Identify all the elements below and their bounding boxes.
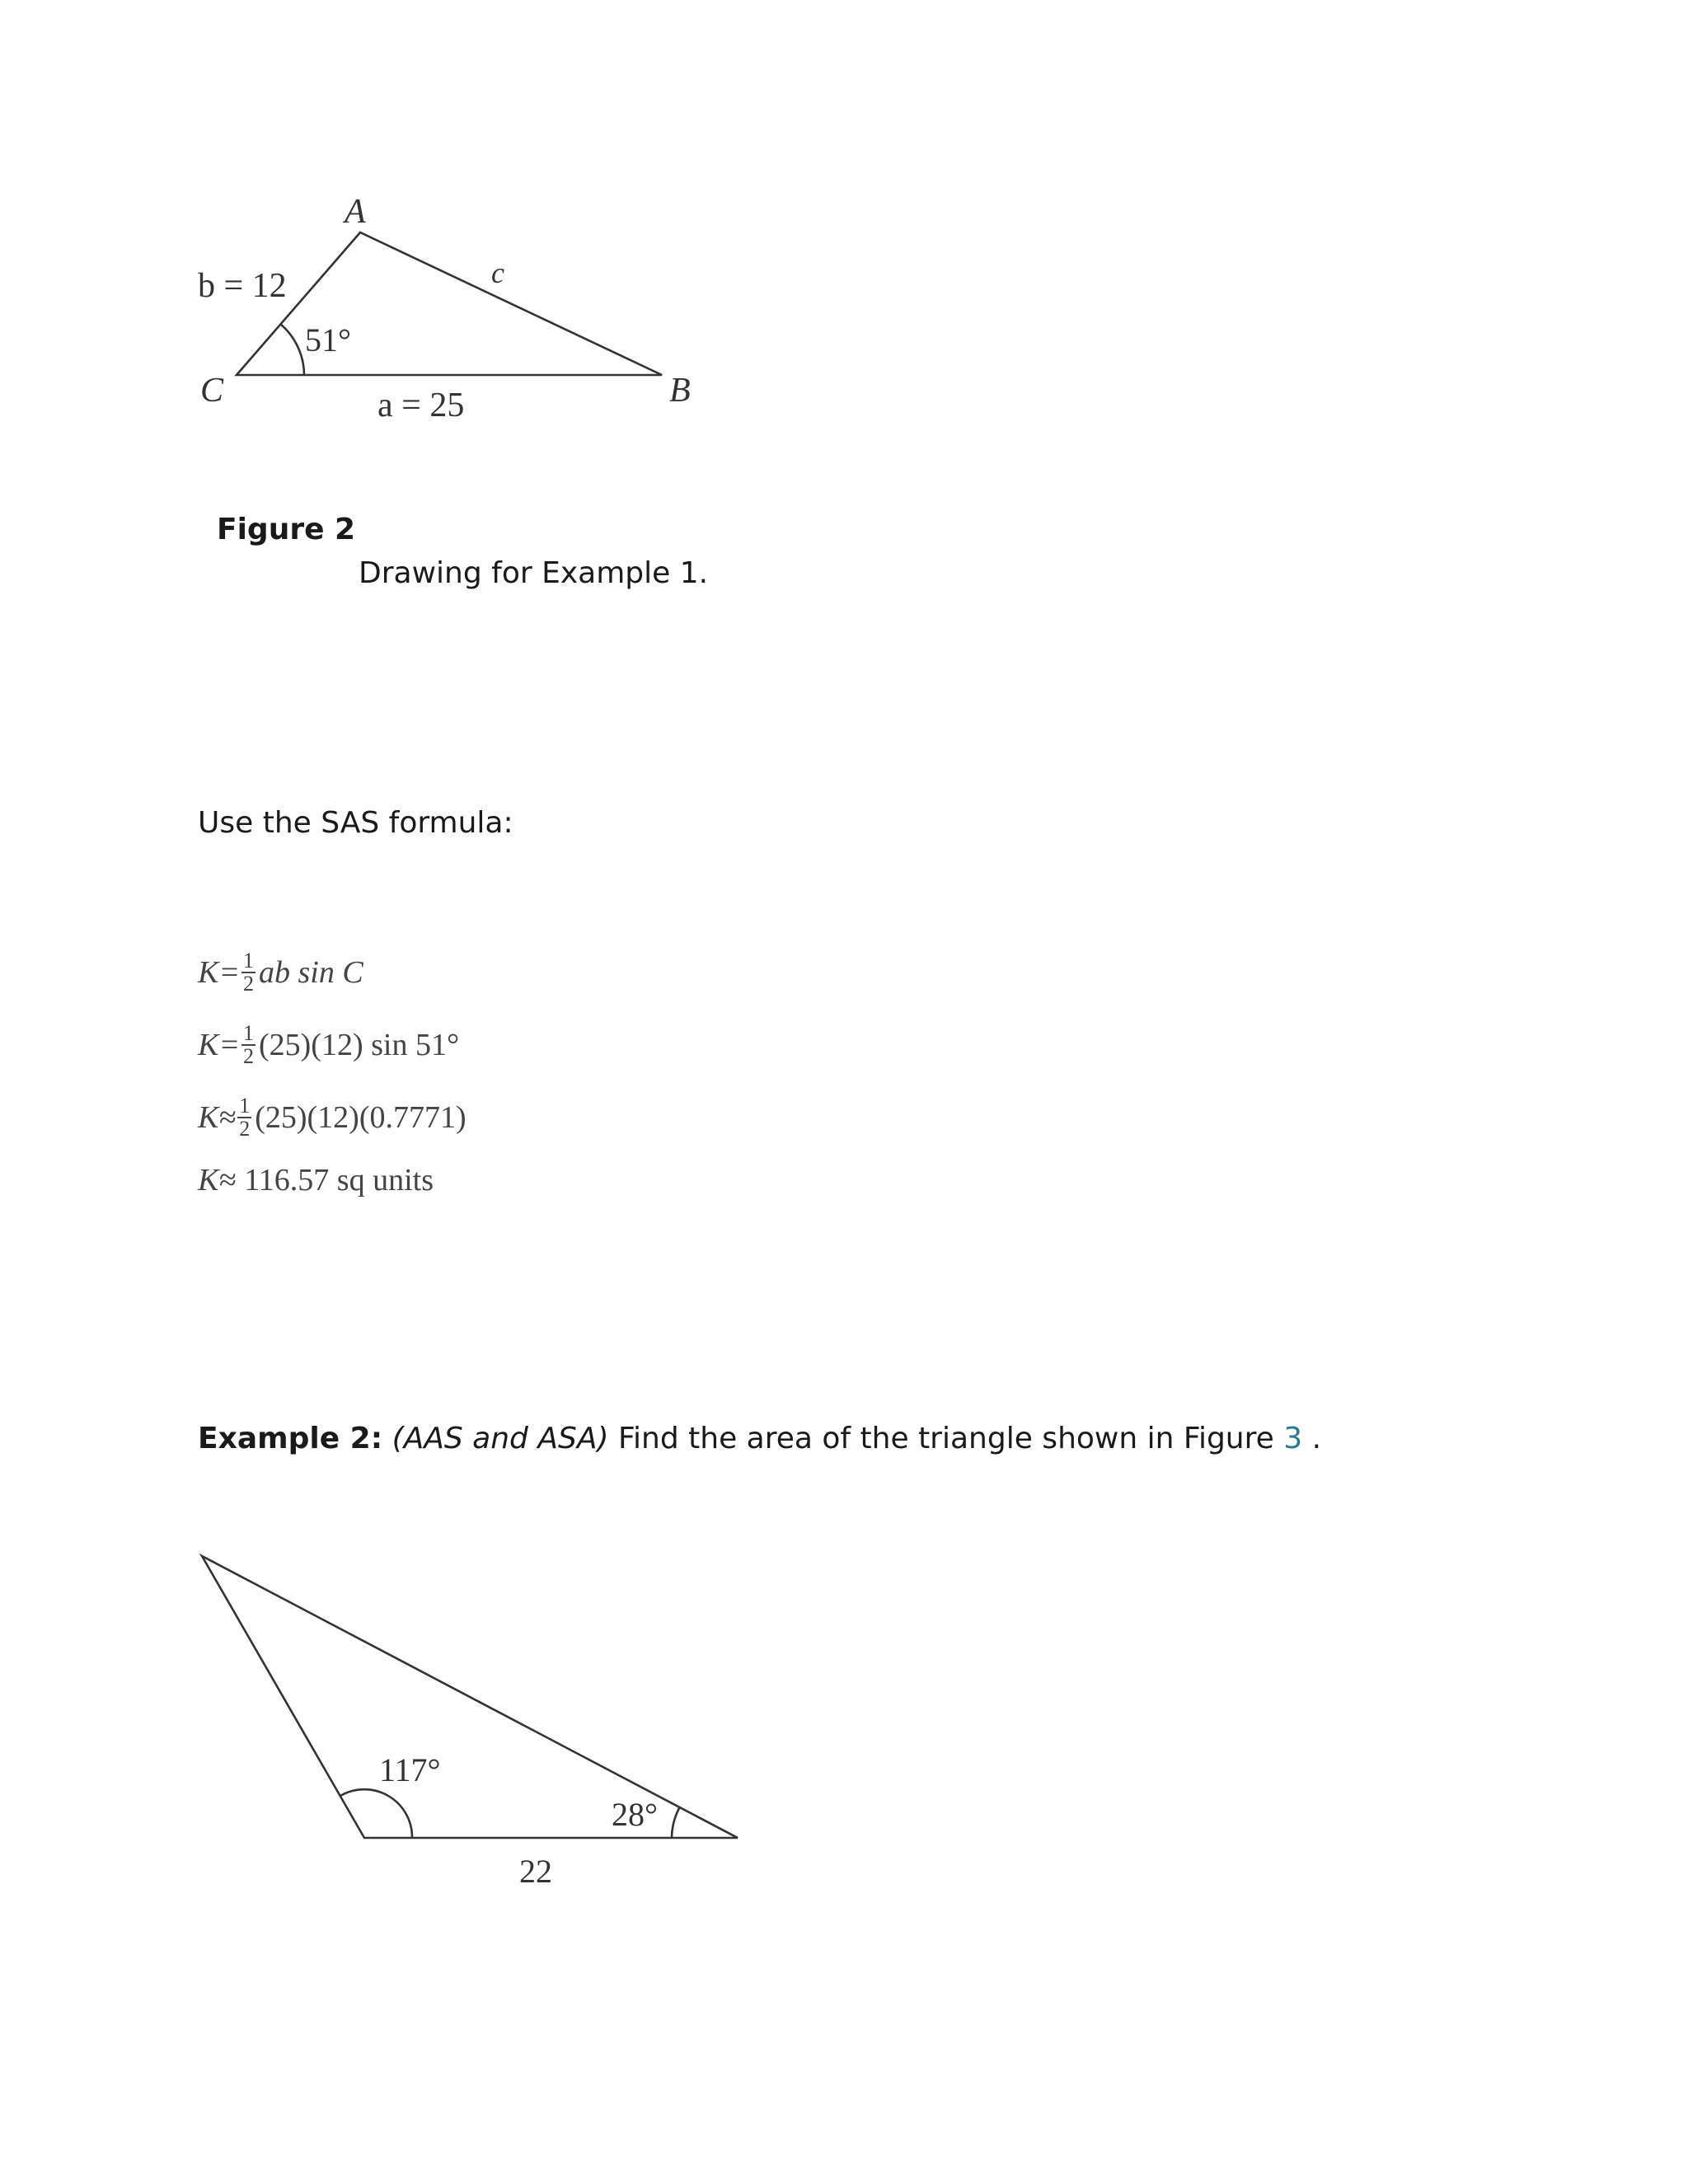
side-b-label: b = 12: [198, 267, 287, 305]
angle-117-label: 117°: [379, 1751, 441, 1788]
formula-3-numerator: 1: [239, 1094, 251, 1118]
formula-line-3: [198, 1085, 467, 1151]
formula-4-rest: 116.57 sq units: [244, 1163, 434, 1197]
formula-3-lhs: K≈: [198, 1100, 237, 1135]
formula-4-lhs: K≈: [198, 1163, 237, 1197]
formula-2-lhs: K=: [198, 1028, 240, 1062]
side-c-label: c: [491, 256, 504, 289]
formula-3-denominator: 2: [239, 1117, 251, 1141]
side-22-label: 22: [519, 1853, 552, 1890]
sas-formula: [198, 940, 610, 1220]
sas-intro-text: Use the SAS formula:: [198, 806, 513, 840]
angle-c-arc: [280, 324, 304, 375]
formula-1-rest: ab sin C: [259, 955, 363, 990]
figure-3-link[interactable]: 3: [1283, 1422, 1303, 1455]
formula-1-denominator: 2: [243, 972, 254, 996]
vertex-b-label: B: [669, 372, 691, 410]
example-2-end: .: [1311, 1422, 1322, 1455]
formula-line-4: [198, 1147, 434, 1213]
vertex-a-label: A: [345, 193, 366, 231]
example-2-text: Find the area of the triangle shown in Figure: [617, 1422, 1274, 1455]
figure-3-diagram: [0, 1525, 824, 1920]
vertex-c-label: C: [200, 372, 224, 410]
figure-2-label: Figure 2: [217, 513, 356, 546]
angle-28-arc: [672, 1808, 679, 1838]
angle-28-label: 28°: [612, 1796, 658, 1833]
formula-line-1: [198, 940, 363, 1005]
formula-1-numerator: 1: [243, 949, 254, 972]
example-2-qualifier: (AAS and ASA): [392, 1422, 609, 1455]
side-a-label: a = 25: [377, 387, 465, 424]
example-2-statement: [198, 1422, 1321, 1455]
formula-3-rest: (25)(12)(0.7771): [255, 1100, 467, 1135]
example-2-label: Example 2:: [198, 1422, 383, 1455]
formula-2-numerator: 1: [243, 1021, 254, 1045]
formula-2-rest: (25)(12) sin 51°: [259, 1028, 460, 1062]
formula-2-denominator: 2: [243, 1044, 254, 1068]
formula-1-lhs: K=: [198, 955, 240, 990]
figure-2-caption: Drawing for Example 1.: [359, 556, 709, 590]
formula-2-fraction: [241, 1023, 256, 1067]
formula-line-2: [198, 1012, 459, 1078]
figure-2-diagram: [0, 0, 742, 445]
formula-1-fraction: [241, 950, 256, 995]
angle-c-label: 51°: [305, 321, 351, 359]
formula-3-fraction: [237, 1095, 251, 1140]
